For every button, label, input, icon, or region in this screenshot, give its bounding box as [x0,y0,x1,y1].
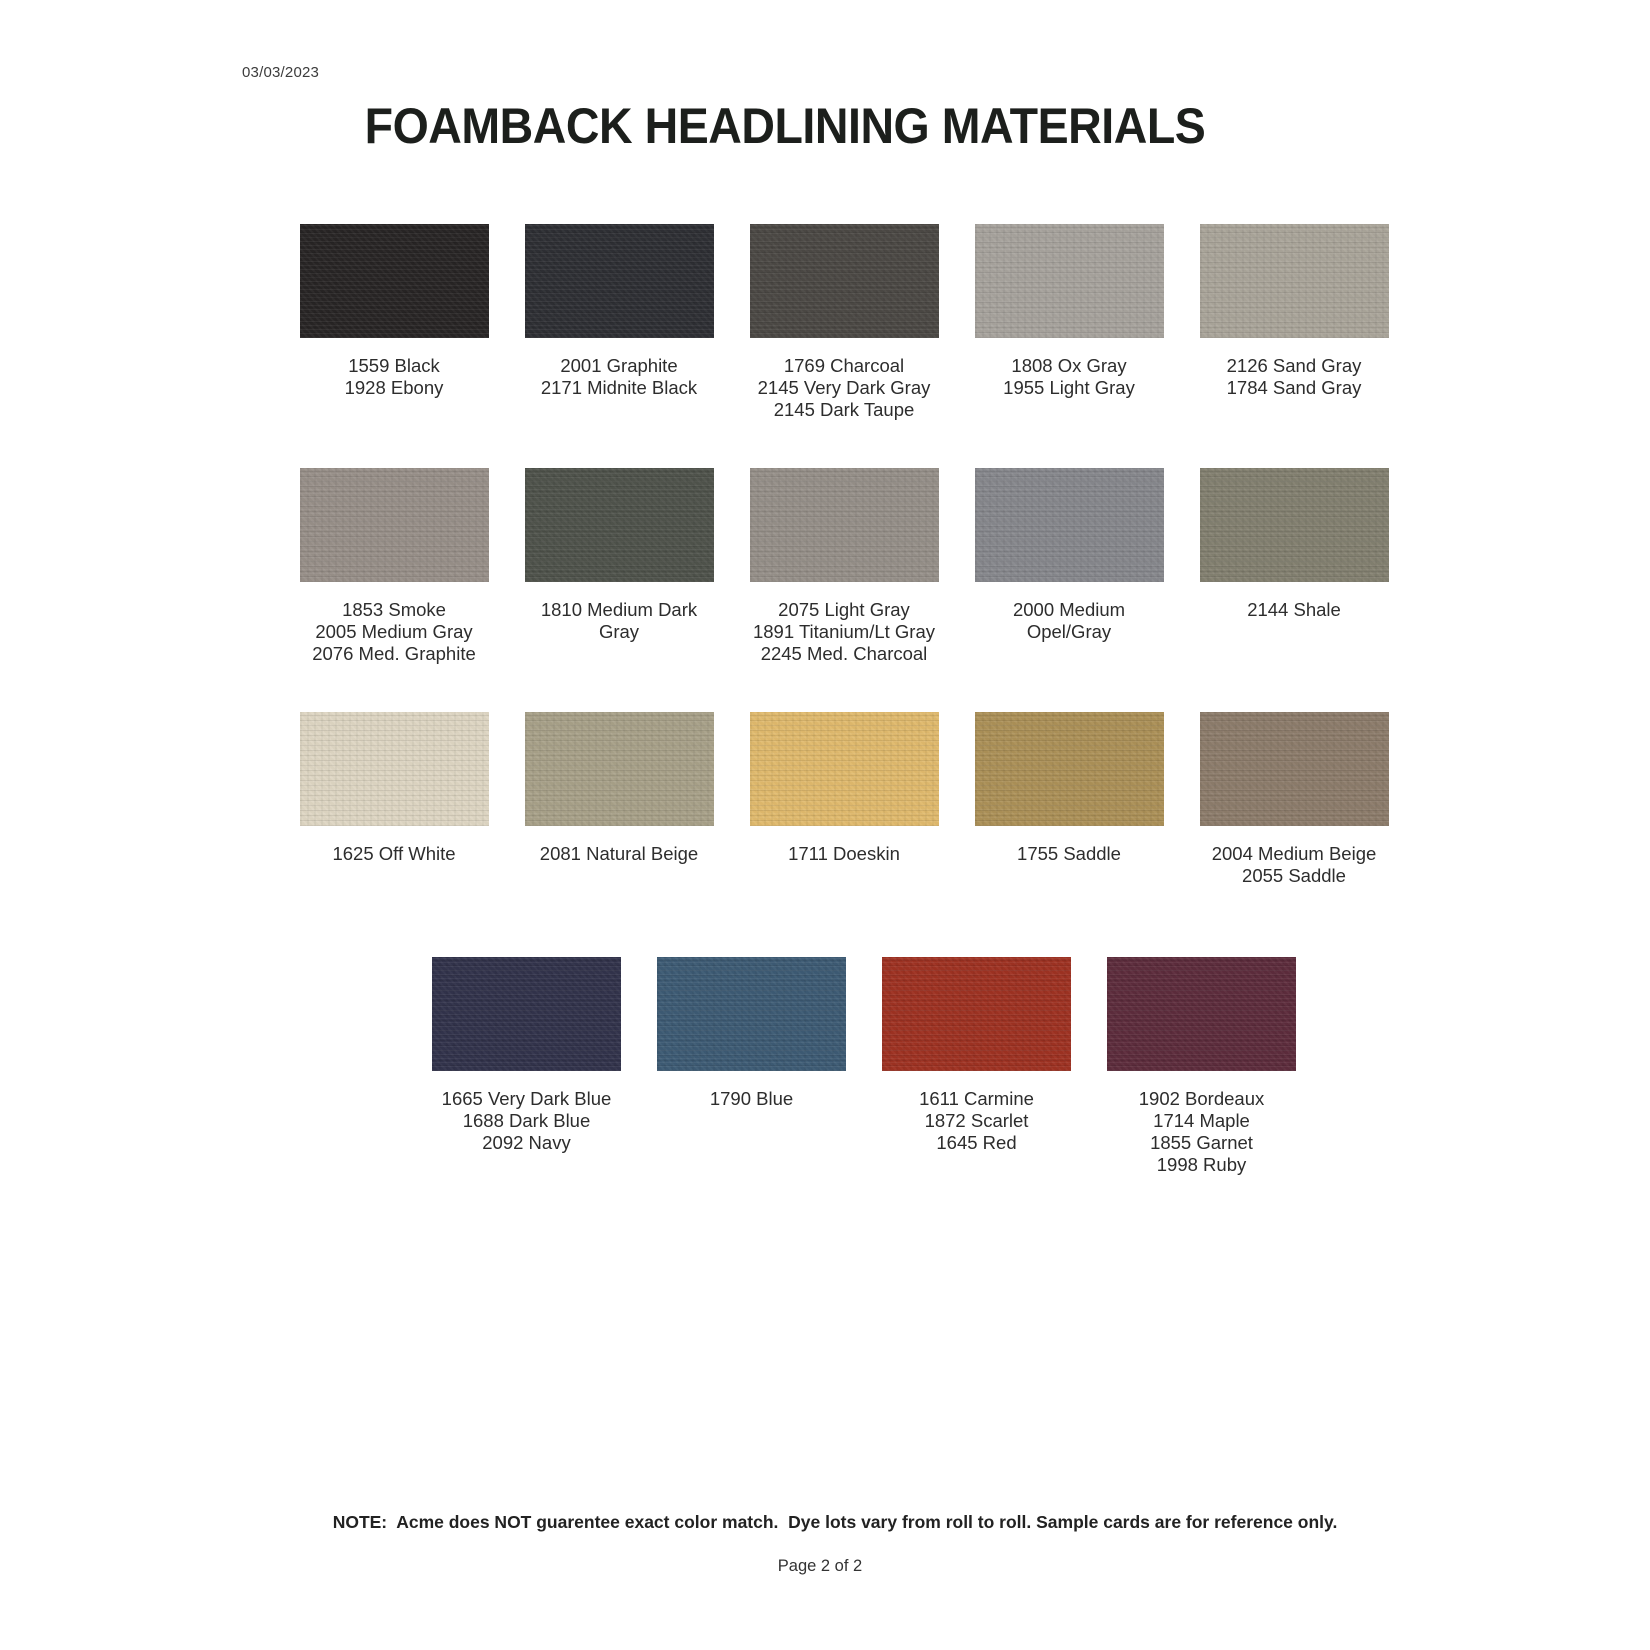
swatch-labels [541,599,697,643]
swatch-cell [525,224,714,399]
swatch-label-line: 1853 Smoke [342,599,446,620]
swatch-label-line: 1855 Garnet [1150,1132,1253,1153]
swatch-cell [1200,224,1389,399]
fabric-swatch [300,224,489,338]
swatch-label-line: 1625 Off White [332,843,456,864]
swatch-labels [540,843,698,865]
swatch-label-line: Opel/Gray [1026,621,1112,642]
swatch-cell [1200,468,1389,621]
swatch-labels [541,355,697,399]
swatch-cell [975,712,1164,865]
swatch-labels [1017,843,1121,865]
swatch-label-line: 1665 Very Dark Blue [441,1088,612,1109]
page-title: FOAMBACK HEADLINING MATERIALS [364,98,1206,154]
swatch-cell [657,957,846,1110]
fabric-swatch [1200,468,1389,582]
swatch-labels [1247,599,1341,621]
swatch-row [19,468,1650,665]
fabric-swatch [525,224,714,338]
fabric-swatch [300,468,489,582]
swatch-label-line: 1902 Bordeaux [1138,1088,1265,1109]
swatch-label-line: Gray [598,621,640,642]
swatch-row [19,712,1650,887]
document-date: 03/03/2023 [242,64,320,81]
swatch-row [39,957,1650,1176]
swatch-cell [300,468,489,665]
swatch-label-line: 1714 Maple [1153,1110,1250,1131]
swatch-labels [1003,355,1135,399]
swatch-label-line: 2004 Medium Beige [1211,843,1377,864]
swatch-labels [758,355,931,421]
swatch-cell [750,224,939,421]
swatch-label-line: 1559 Black [348,355,440,376]
swatch-label-line: 1891 Titanium/Lt Gray [752,621,935,642]
swatch-labels [753,599,935,665]
page-number: Page 2 of 2 [777,1557,863,1575]
fabric-swatch [1107,957,1296,1071]
swatch-cell [750,468,939,665]
swatch-label-line: 1790 Blue [709,1088,794,1109]
swatch-label-line: 1872 Scarlet [924,1110,1029,1131]
swatch-labels [442,1088,612,1154]
swatch-labels [332,843,455,865]
swatch-label-line: 1955 Light Gray [1003,377,1135,398]
fabric-swatch [975,224,1164,338]
swatch-label-line: 2092 Navy [482,1132,571,1153]
disclaimer-note: NOTE: Acme does NOT guarentee exact color match. Dye lots vary from roll to roll. Sample cards are for reference only. [332,1512,1338,1532]
swatch-label-line: 1769 Charcoal [783,355,905,376]
swatch-label-line: 1998 Ruby [1156,1154,1247,1175]
swatch-cell [525,468,714,643]
fabric-swatch [525,468,714,582]
swatch-cell [300,712,489,865]
fabric-swatch [657,957,846,1071]
swatch-label-line: 2171 Midnite Black [540,377,698,398]
swatch-row [19,224,1650,421]
swatch-labels [1227,355,1362,399]
swatch-label-line: 2076 Med. Graphite [312,643,476,664]
swatch-cell [882,957,1071,1154]
swatch-cell [525,712,714,865]
fabric-swatch [432,957,621,1071]
swatch-labels [1013,599,1125,643]
swatch-label-line: 2144 Shale [1247,599,1341,620]
swatch-label-line: 2126 Sand Gray [1226,355,1362,376]
swatch-labels [1212,843,1377,887]
swatch-cell [1107,957,1296,1176]
swatch-label-line: 1784 Sand Gray [1226,377,1362,398]
swatch-labels [1139,1088,1265,1176]
swatch-label-line: 1645 Red [936,1132,1017,1153]
fabric-swatch [975,468,1164,582]
swatch-label-line: 2005 Medium Gray [315,621,473,642]
fabric-swatch [525,712,714,826]
swatch-cell [975,468,1164,643]
swatch-labels [919,1088,1034,1154]
swatch-label-line: 2145 Dark Taupe [773,399,915,420]
swatch-cell [300,224,489,399]
swatch-label-line: 1688 Dark Blue [462,1110,591,1131]
fabric-swatch [975,712,1164,826]
swatch-cell [750,712,939,865]
swatch-labels [710,1088,793,1110]
swatch-label-line: 2001 Graphite [560,355,678,376]
swatch-label-line: 1755 Saddle [1017,843,1121,864]
fabric-swatch [882,957,1071,1071]
fabric-swatch [1200,224,1389,338]
swatch-label-line: 2145 Very Dark Gray [757,377,931,398]
swatch-label-line: 1810 Medium Dark [540,599,698,620]
swatch-label-line: 2245 Med. Charcoal [760,643,928,664]
swatch-labels [312,599,476,665]
swatch-label-line: 1611 Carmine [919,1088,1034,1109]
fabric-swatch [750,468,939,582]
swatch-label-line: 2075 Light Gray [778,599,910,620]
fabric-swatch [750,712,939,826]
swatch-cell [1200,712,1389,887]
swatch-labels [788,843,900,865]
swatch-label-line: 1808 Ox Gray [1011,355,1127,376]
swatch-label-line: 2000 Medium [1012,599,1126,620]
swatch-cell [432,957,621,1154]
swatch-labels [345,355,444,399]
fabric-swatch [750,224,939,338]
swatch-cell [975,224,1164,399]
fabric-swatch [300,712,489,826]
swatch-label-line: 2055 Saddle [1242,865,1346,886]
swatch-label-line: 1711 Doeskin [788,843,900,864]
fabric-swatch [1200,712,1389,826]
title-wrap [0,100,1570,152]
swatch-label-line: 1928 Ebony [344,377,444,398]
swatch-label-line: 2081 Natural Beige [539,843,699,864]
